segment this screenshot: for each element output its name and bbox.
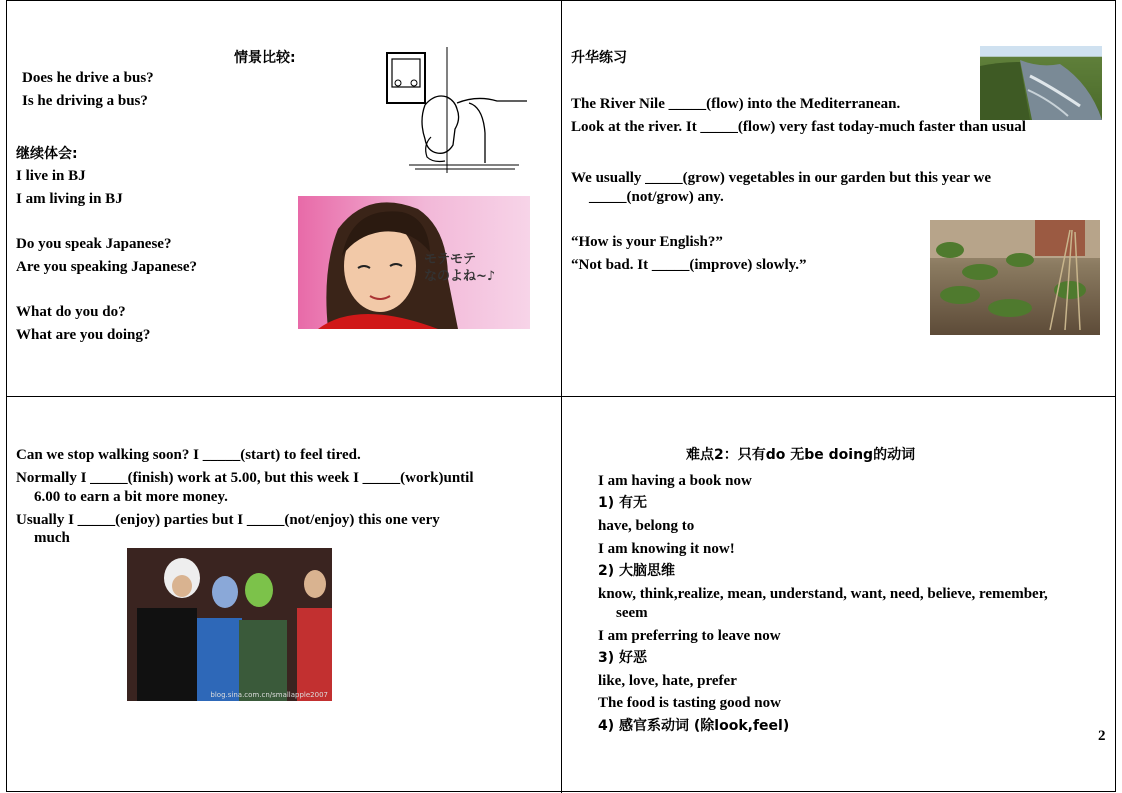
q3-line-1: Can we stop walking soon? I _____(start) to feel tired. (16, 447, 361, 463)
q2-line-2: Look at the river. It _____(flow) very fast today-much faster than usual (571, 119, 1026, 135)
q2-line-4: _____(not/grow) any. (589, 189, 724, 205)
q4-line-10: like, love, hate, prefer (598, 673, 737, 689)
q1-pair-3b: What are you doing? (16, 327, 151, 343)
q4-heading: 难点2：只有do 无be doing的动词 (686, 447, 916, 463)
q4-line-4: I am knowing it now! (598, 541, 735, 557)
page-number: 2 (1098, 728, 1106, 744)
q2-line-5: “How is your English?” (571, 234, 723, 250)
river-photo (980, 46, 1102, 120)
q1-pair-2a: Do you speak Japanese? (16, 236, 172, 252)
garden-photo (930, 220, 1100, 335)
q2-line-3: We usually _____(grow) vegetables in our garden but this year we (571, 170, 992, 186)
q4-line-3: have, belong to (598, 518, 695, 534)
q4-line-11: The food is tasting good now (598, 695, 781, 711)
q3-line-2: Normally I _____(finish) work at 5.00, but this week I _____(work)until (16, 470, 474, 486)
q1-pair-1b: I am living in BJ (16, 191, 123, 207)
q1-pair-1a: I live in BJ (16, 168, 86, 184)
q2-heading: 升华练习 (571, 50, 627, 66)
horizontal-divider (6, 396, 1116, 397)
q1-pair-2b: Are you speaking Japanese? (16, 259, 197, 275)
q1-heading: 情景比较: (234, 50, 296, 66)
q3-line-5: much (34, 530, 70, 546)
q4-line-12: 4) 感官系动词 (除look,feel) (598, 718, 790, 734)
q1-subheading: 继续体会: (16, 146, 78, 162)
q4-line-8: I am preferring to leave now (598, 628, 781, 644)
q2-line-6: “Not bad. It _____(improve) slowly.” (571, 257, 807, 273)
q4-line-1: I am having a book now (598, 473, 752, 489)
q4-line-9: 3) 好恶 (598, 650, 648, 666)
q1-pair-3a: What do you do? (16, 304, 126, 320)
q4-line-6: know, think,realize, mean, understand, want, need, believe, remember, (598, 586, 1048, 602)
q4-line-5: 2) 大脑思维 (598, 563, 676, 579)
q4-line-7: seem (616, 605, 648, 621)
party-photo-watermark: blog.sina.com.cn/smallapple2007 (210, 691, 328, 699)
q2-line-1: The River Nile _____(flow) into the Mediterranean. (571, 96, 901, 112)
q1-line-2: Is he driving a bus? (22, 93, 148, 109)
woman-photo (298, 196, 530, 329)
bus-driver-sketch (385, 45, 533, 175)
q3-line-3: 6.00 to earn a bit more money. (34, 489, 228, 505)
party-photo (127, 548, 332, 701)
q1-line-1: Does he drive a bus? (22, 70, 154, 86)
q4-line-2: 1) 有无 (598, 495, 648, 511)
q3-line-4: Usually I _____(enjoy) parties but I _____(not/enjoy) this one very (16, 512, 440, 528)
woman-photo-caption: モテモテ なのよね~♪ (424, 252, 496, 284)
